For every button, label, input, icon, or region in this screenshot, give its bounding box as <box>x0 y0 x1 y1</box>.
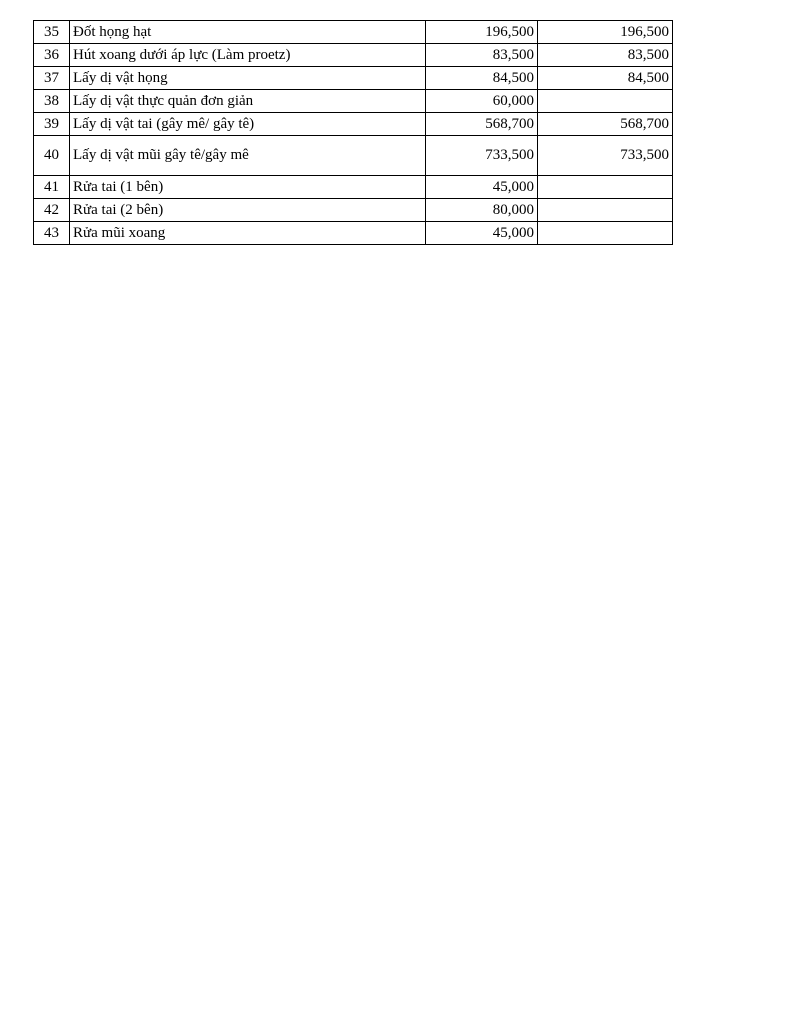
row-number: 42 <box>34 199 70 222</box>
table-row <box>34 113 673 136</box>
table-row <box>34 222 673 245</box>
service-name: Đốt họng hạt <box>70 21 426 44</box>
price-primary: 83,500 <box>426 44 538 67</box>
service-name: Lấy dị vật tai (gây mê/ gây tê) <box>70 113 426 136</box>
service-name: Rửa tai (1 bên) <box>70 176 426 199</box>
price-primary: 196,500 <box>426 21 538 44</box>
price-secondary: 84,500 <box>538 67 673 90</box>
price-primary: 733,500 <box>426 136 538 176</box>
price-secondary: 568,700 <box>538 113 673 136</box>
service-name: Lấy dị vật thực quản đơn giản <box>70 90 426 113</box>
table-row <box>34 44 673 67</box>
price-secondary <box>538 176 673 199</box>
table-row <box>34 136 673 176</box>
row-number: 37 <box>34 67 70 90</box>
price-primary: 45,000 <box>426 222 538 245</box>
price-secondary: 83,500 <box>538 44 673 67</box>
price-primary: 45,000 <box>426 176 538 199</box>
price-primary: 568,700 <box>426 113 538 136</box>
price-secondary: 733,500 <box>538 136 673 176</box>
service-name: Rửa tai (2 bên) <box>70 199 426 222</box>
table-row <box>34 67 673 90</box>
price-secondary <box>538 90 673 113</box>
row-number: 41 <box>34 176 70 199</box>
row-number: 43 <box>34 222 70 245</box>
price-table <box>33 20 673 245</box>
service-name: Hút xoang dưới áp lực (Làm proetz) <box>70 44 426 67</box>
price-primary: 80,000 <box>426 199 538 222</box>
price-secondary <box>538 222 673 245</box>
service-name: Lấy dị vật họng <box>70 67 426 90</box>
row-number: 39 <box>34 113 70 136</box>
row-number: 38 <box>34 90 70 113</box>
table-row <box>34 176 673 199</box>
table-row <box>34 90 673 113</box>
price-primary: 84,500 <box>426 67 538 90</box>
table-row <box>34 199 673 222</box>
price-primary: 60,000 <box>426 90 538 113</box>
row-number: 35 <box>34 21 70 44</box>
price-secondary: 196,500 <box>538 21 673 44</box>
row-number: 36 <box>34 44 70 67</box>
row-number: 40 <box>34 136 70 176</box>
service-name: Lấy dị vật mũi gây tê/gây mê <box>70 136 426 176</box>
service-name: Rửa mũi xoang <box>70 222 426 245</box>
table-row <box>34 21 673 44</box>
price-secondary <box>538 199 673 222</box>
